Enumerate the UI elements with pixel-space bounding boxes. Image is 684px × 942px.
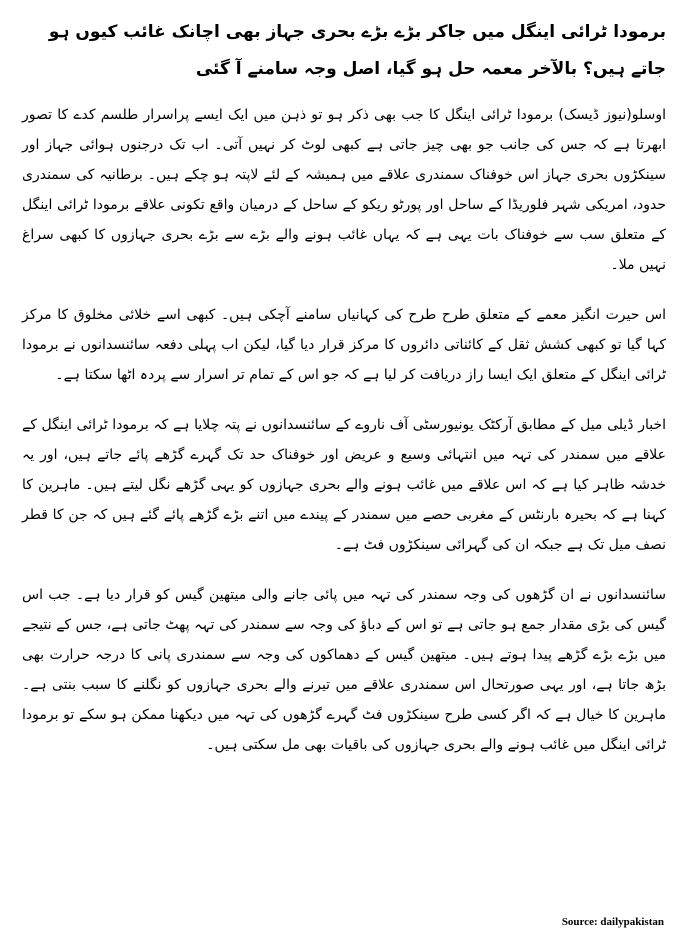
article-paragraph: اخبار ڈیلی میل کے مطابق آرکٹک یونیورسٹی آف ناروے کے سائنسدانوں نے پتہ چلایا ہے کہ برمودا ٹرائی اینگل کے علاقے میں سمندر کی تہہ میں انتہائی وسیع و عریض اور خوفناک حد تک گہرے گڑھے پائے جاتے ہیں، اور یہ خدشہ ظاہر کیا ہے کہ اس علاقے میں غائب ہونے والے بحری جہازوں کو یہی گڑھے نگل لیتے ہیں۔ ماہرین کا کہنا ہے کہ بحیرہ بارنٹس کے مغربی حصے میں سمندر کے پیندے میں اتنے بڑے گڑھے پائے گئے ہیں کہ جن کا قطر نصف میل تک ہے جبکہ ان کی گہرائی سینکڑوں فٹ ہے۔ [22,417,666,553]
source-credit: Source: dailypakistan [561,916,664,928]
article-paragraph: اوسلو(نیوز ڈیسک) برمودا ٹرائی اینگل کا جب بھی ذکر ہو تو ذہن میں ایک ایسے پراسرار طلسم کدے کا تصور ابھرتا ہے کہ جس کی جانب جو بھی چیز جاتی ہے کبھی لوٹ کر نہیں آتی۔ اب تک درجنوں ہوائی جہاز اور سینکڑوں بحری جہاز اس خوفناک سمندری علاقے میں ہمیشہ کے لئے لاپتہ ہو چکے ہیں۔ برطانیہ کی سمندری حدود، امریکی شہر فلوریڈا کے ساحل اور پورٹو ریکو کے ساحل کے درمیان واقع تکونی علاقے برمودا ٹرائی اینگل کے متعلق سب سے خوفناک بات یہی ہے کہ یہاں غائب ہونے والے بڑے سے بڑے بحری جہازوں کا کبھی سراغ نہیں ملا۔ [22,107,666,273]
article-title: برمودا ٹرائی اینگل میں جاکر بڑے بڑے بحری جہاز بھی اچانک غائب کیوں ہو جاتے ہیں؟ بالآخر معمہ حل ہو گیا، اصل وجہ سامنے آ گئی [48,22,666,79]
article-paragraph: سائنسدانوں نے ان گڑھوں کی وجہ سمندر کی تہہ میں پائی جانے والی میتھین گیس کو قرار دیا ہے۔ جب اس گیس کی بڑی مقدار جمع ہو جاتی ہے تو اس کے دباؤ کی وجہ سے سمندر کی تہہ پھٹ جاتی ہے، جس کے نتیجے میں بڑے بڑے گڑھے پیدا ہوتے ہیں۔ میتھین گیس کے دھماکوں کی وجہ سے سمندری پانی کا درجہ حرارت بھی بڑھ جاتا ہے، اور یہی صورتحال اس سمندری علاقے میں تیرنے والے بحری جہازوں کو نگلنے کا سبب بنتی ہے۔ ماہرین کا خیال ہے کہ اگر کسی طرح سینکڑوں فٹ گہرے گڑھوں کی تہہ میں دیکھنا ممکن ہو سکے تو برمودا ٹرائی اینگل میں غائب ہونے والے بحری جہازوں کی باقیات بھی مل سکتی ہیں۔ [22,587,666,753]
article-paragraph: اس حیرت انگیز معمے کے متعلق طرح طرح کی کہانیاں سامنے آچکی ہیں۔ کبھی اسے خلائی مخلوق کا مرکز کہا گیا تو کبھی کشش ثقل کے کائناتی دائروں کا مرکز قرار دیا گیا، لیکن اب پہلی دفعہ سائنسدانوں نے برمودا ٹرائی اینگل کے متعلق ایک ایسا راز دریافت کر لیا ہے کہ جو اس کے تمام تر اسرار سے پردہ اٹھا سکتا ہے۔ [22,307,666,383]
